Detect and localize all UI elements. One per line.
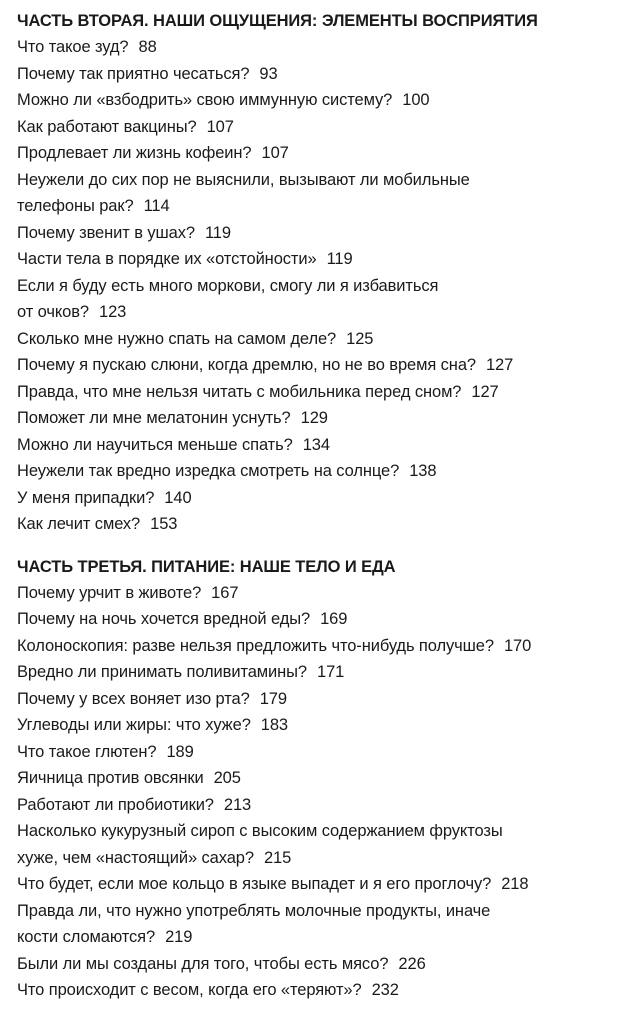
toc-entry-line bbox=[17, 765, 614, 792]
toc-entry bbox=[17, 458, 614, 485]
toc-entry-line bbox=[17, 659, 614, 686]
toc-entry bbox=[17, 686, 614, 713]
toc-entry-line bbox=[17, 220, 614, 247]
toc-entry-line bbox=[17, 87, 614, 114]
toc-entry bbox=[17, 61, 614, 88]
toc-entry bbox=[17, 485, 614, 512]
toc-entry-title: Продлевает ли жизнь кофеин? bbox=[17, 144, 252, 162]
toc-entry bbox=[17, 140, 614, 167]
toc-entry-title: Работают ли пробиотики? bbox=[17, 795, 214, 814]
toc-entry bbox=[17, 511, 614, 538]
toc-entry-page-number: 138 bbox=[409, 462, 437, 480]
toc-entry-title: Углеводы или жиры: что хуже? bbox=[17, 716, 251, 734]
toc-entry-title: от очков? bbox=[17, 303, 89, 321]
toc-entry-line bbox=[17, 871, 614, 898]
toc-entry bbox=[17, 712, 614, 739]
toc-entry-page-number: 129 bbox=[300, 409, 328, 427]
toc-entry bbox=[17, 352, 614, 379]
toc-entry-title: Колоноскопия: разве нельзя предложить что-нибудь получше? bbox=[17, 636, 494, 655]
toc-entry-line bbox=[17, 299, 614, 326]
toc-entry-page-number: 127 bbox=[485, 356, 514, 374]
toc-entry bbox=[17, 765, 614, 792]
toc-entry-line bbox=[17, 352, 614, 379]
toc-entry-page-number: 183 bbox=[260, 716, 289, 734]
toc-entry-title: Почему так приятно чесаться? bbox=[17, 64, 250, 83]
toc-entry-page-number: 167 bbox=[211, 583, 239, 602]
toc-entry bbox=[17, 87, 614, 114]
toc-entry-page-number: 123 bbox=[99, 303, 127, 321]
toc-entry-title: хуже, чем «настоящий» сахар? bbox=[17, 848, 254, 867]
toc-entry bbox=[17, 898, 614, 951]
toc-entry-page-number: 170 bbox=[503, 636, 532, 655]
toc-entry bbox=[17, 659, 614, 686]
toc-entry-line bbox=[17, 739, 614, 766]
section-heading: ЧАСТЬ ВТОРАЯ. НАШИ ОЩУЩЕНИЯ: ЭЛЕМЕНТЫ ВОСПРИЯТИЯ bbox=[17, 12, 538, 30]
toc-entry-line bbox=[17, 580, 614, 607]
toc-entry-page-number: 205 bbox=[213, 769, 241, 787]
toc-entry bbox=[17, 951, 614, 978]
toc-entry-page-number: 107 bbox=[206, 117, 234, 136]
toc-entry-page-number: 226 bbox=[398, 954, 426, 973]
toc-entry bbox=[17, 606, 614, 633]
toc-entry-title: У меня припадки? bbox=[17, 488, 155, 507]
toc-entry-title: Можно ли научиться меньше спать? bbox=[17, 435, 293, 454]
toc-entry-line bbox=[17, 712, 614, 739]
toc-entry-line bbox=[17, 432, 614, 459]
toc-entry-title: Поможет ли мне мелатонин уснуть? bbox=[17, 409, 291, 427]
toc-entry-page-number: 140 bbox=[164, 488, 192, 507]
toc-entry-title: Что такое зуд? bbox=[17, 38, 129, 56]
toc-entry-title: Правда ли, что нужно употреблять молочные продукты, иначе bbox=[17, 901, 491, 920]
toc-entry-line bbox=[17, 379, 614, 406]
toc-entry-line bbox=[17, 246, 614, 273]
toc-entry bbox=[17, 818, 614, 871]
toc-entry-line bbox=[17, 140, 614, 167]
toc-entry bbox=[17, 379, 614, 406]
toc-entry-page-number: 218 bbox=[501, 875, 529, 893]
toc-entry-line bbox=[17, 114, 614, 141]
toc-entry-page-number: 171 bbox=[317, 663, 345, 681]
toc-entry bbox=[17, 871, 614, 898]
toc-entry-title: Как работают вакцины? bbox=[17, 117, 197, 136]
toc-entry-line bbox=[17, 951, 614, 978]
toc-entry-page-number: 219 bbox=[165, 928, 193, 946]
toc-entry-title: Яичница против овсянки bbox=[17, 769, 204, 787]
toc-entry-title: кости сломаются? bbox=[17, 928, 156, 946]
toc-entry-title: Почему звенит в ушах? bbox=[17, 223, 195, 242]
toc-entry bbox=[17, 167, 614, 220]
toc-entry-title: Насколько кукурузный сироп с высоким содержанием фруктозы bbox=[17, 822, 503, 840]
toc-entry bbox=[17, 34, 614, 61]
toc-entry-title: Можно ли «взбодрить» свою иммунную систему? bbox=[17, 91, 393, 109]
toc-entry bbox=[17, 792, 614, 819]
toc-entry-title: Вредно ли принимать поливитамины? bbox=[17, 663, 308, 681]
toc-entry-line bbox=[17, 458, 614, 485]
toc-entry-title: телефоны рак? bbox=[17, 197, 134, 215]
toc-entry-title: Неужели так вредно изредка смотреть на солнце? bbox=[17, 462, 400, 480]
toc-entry-title: Почему на ночь хочется вредной еды? bbox=[17, 610, 311, 628]
toc-entry-page-number: 232 bbox=[371, 981, 399, 999]
toc-entry-page-number: 114 bbox=[143, 197, 170, 215]
toc-entry-line bbox=[17, 977, 614, 1004]
toc-entry-line bbox=[17, 633, 614, 660]
toc-entry-line bbox=[17, 511, 614, 538]
toc-entry-title: Неужели до сих пор не выяснили, вызывают ли мобильные bbox=[17, 170, 470, 189]
toc-entry-title: Почему я пускаю слюни, когда дремлю, но не во время сна? bbox=[17, 356, 476, 374]
toc-entry-page-number: 153 bbox=[150, 515, 178, 533]
toc-entry-page-number: 134 bbox=[302, 435, 330, 454]
toc-entry-line bbox=[17, 326, 614, 353]
toc-entry-page-number: 93 bbox=[259, 64, 278, 83]
toc-entry bbox=[17, 114, 614, 141]
section-heading: ЧАСТЬ ТРЕТЬЯ. ПИТАНИЕ: НАШЕ ТЕЛО И ЕДА bbox=[17, 557, 396, 576]
toc-entry bbox=[17, 977, 614, 1004]
toc-entry-page-number: 179 bbox=[259, 689, 287, 708]
toc-entry-line bbox=[17, 485, 614, 512]
toc-entry-line bbox=[17, 606, 614, 633]
toc-entry-title: Части тела в порядке их «отстойности» bbox=[17, 250, 317, 268]
toc-entry-line bbox=[17, 34, 614, 61]
toc-entry-page-number: 169 bbox=[320, 610, 348, 628]
toc-entry-title: Сколько мне нужно спать на самом деле? bbox=[17, 329, 337, 348]
toc-entry-line bbox=[17, 898, 614, 925]
toc-entry-line bbox=[17, 818, 614, 845]
toc-entry-page-number: 125 bbox=[346, 329, 374, 348]
toc-entry-title: Почему урчит в животе? bbox=[17, 583, 202, 602]
toc-entry-page-number: 213 bbox=[223, 795, 252, 814]
toc-entry-line bbox=[17, 273, 614, 300]
toc-entry-line bbox=[17, 405, 614, 432]
toc-entry-line bbox=[17, 61, 614, 88]
toc-entry bbox=[17, 220, 614, 247]
toc-entry-title: Почему у всех воняет изо рта? bbox=[17, 689, 250, 708]
toc-entry-title: Как лечит смех? bbox=[17, 515, 141, 533]
toc-entry-title: Если я буду есть много моркови, смогу ли я избавиться bbox=[17, 276, 439, 295]
toc-entry bbox=[17, 739, 614, 766]
toc-entry-line bbox=[17, 924, 614, 951]
toc-entry-title: Что такое глютен? bbox=[17, 742, 157, 761]
toc-entry-page-number: 107 bbox=[261, 144, 289, 162]
toc-entry-page-number: 119 bbox=[204, 223, 231, 242]
toc-entry-line bbox=[17, 686, 614, 713]
toc-entry-page-number: 119 bbox=[326, 250, 353, 268]
toc-entry bbox=[17, 326, 614, 353]
toc-entry bbox=[17, 432, 614, 459]
toc-entry-line bbox=[17, 193, 614, 220]
toc-entry-title: Что будет, если мое кольцо в языке выпадет и я его проглочу? bbox=[17, 875, 492, 893]
toc-entry-title: Что происходит с весом, когда его «теряют»? bbox=[17, 981, 362, 999]
toc-section bbox=[17, 554, 614, 1004]
section-spacer bbox=[17, 538, 614, 554]
toc-entry bbox=[17, 580, 614, 607]
toc-section bbox=[17, 8, 614, 538]
toc-entry-line bbox=[17, 845, 614, 872]
toc-entry-page-number: 189 bbox=[166, 742, 194, 761]
toc-entry bbox=[17, 405, 614, 432]
toc-entry bbox=[17, 273, 614, 326]
toc-entry bbox=[17, 633, 614, 660]
toc-entry-page-number: 88 bbox=[138, 38, 157, 56]
toc-entry bbox=[17, 246, 614, 273]
toc-entry-line bbox=[17, 167, 614, 194]
toc-entry-page-number: 127 bbox=[471, 382, 499, 401]
toc-entry-line bbox=[17, 792, 614, 819]
toc-entry-page-number: 100 bbox=[402, 91, 430, 109]
toc-entry-title: Были ли мы созданы для того, чтобы есть мясо? bbox=[17, 954, 389, 973]
toc-entry-page-number: 215 bbox=[263, 848, 292, 867]
toc-entry-title: Правда, что мне нельзя читать с мобильника перед сном? bbox=[17, 382, 462, 401]
